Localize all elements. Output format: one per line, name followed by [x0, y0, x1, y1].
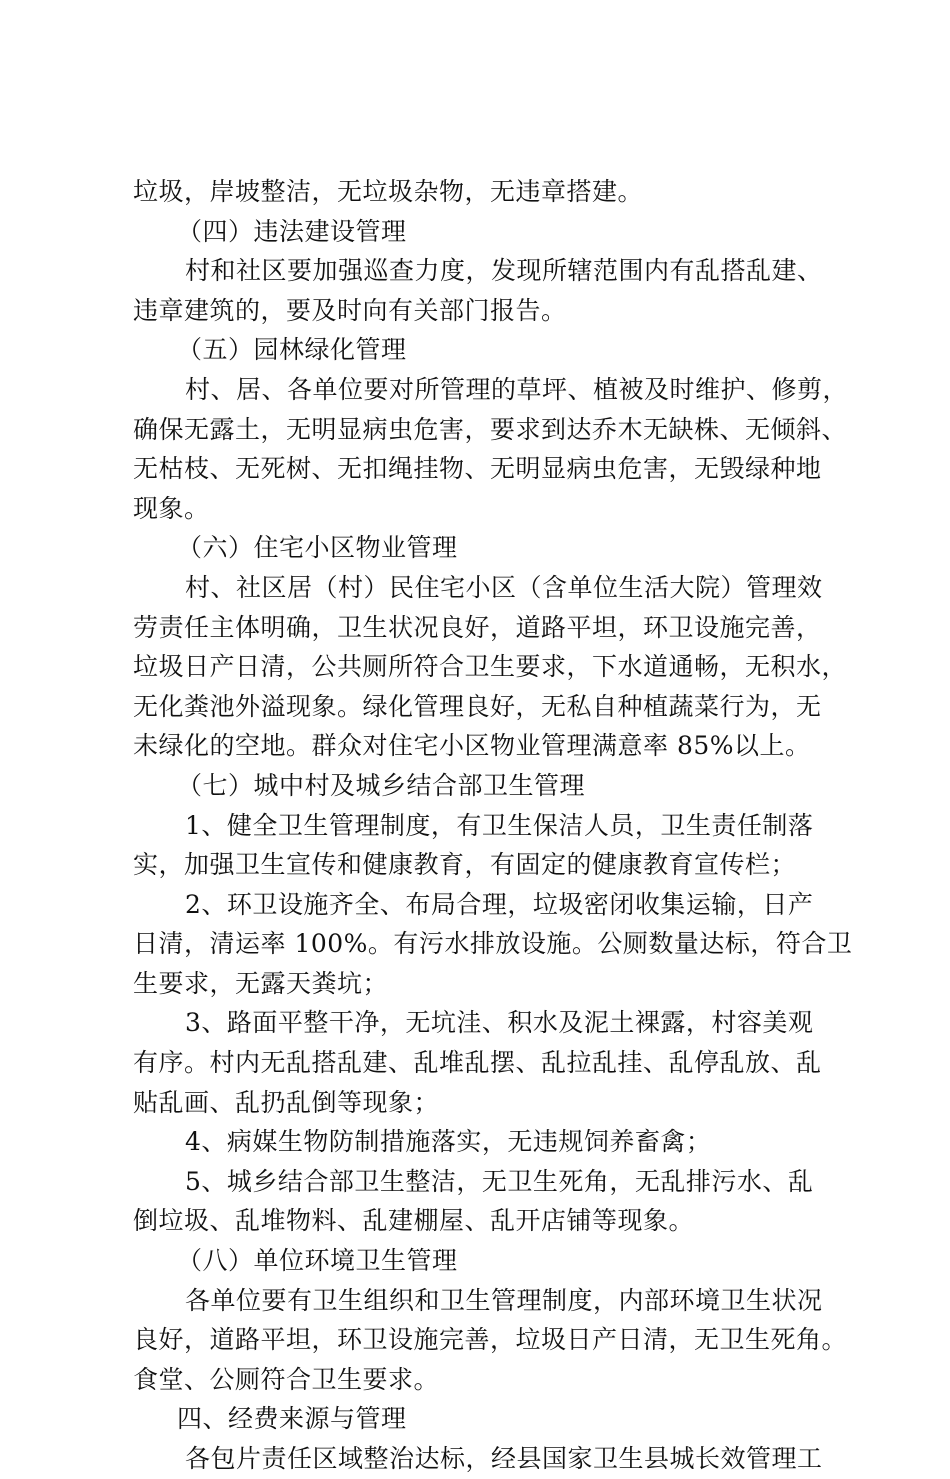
paragraph-start-line: 5、城乡结合部卫生整洁，无卫生死角，无乱排污水、乱 [185, 1166, 814, 1196]
paragraph-start-line: 1、健全卫生管理制度，有卫生保洁人员，卫生责任制落 [185, 810, 814, 840]
paragraph-start-line: 4、病媒生物防制措施落实，无违规饲养畜禽； [185, 1127, 712, 1157]
paragraph-start-line: 2、环卫设施齐全、布局合理，垃圾密闭收集运输，日产 [185, 889, 814, 919]
section-heading: （八）单位环境卫生管理 [177, 1246, 458, 1276]
section-heading: （七）城中村及城乡结合部卫生管理 [177, 770, 586, 800]
text-line: 垃圾，岸坡整洁，无垃圾杂物，无违章搭建。 [133, 177, 644, 206]
paragraph-start-line: 村、社区居（村）民住宅小区（含单位生活大院）管理效 [185, 572, 823, 602]
text-line: 良好，道路平坦，环卫设施完善，垃圾日产日清，无卫生死角。 [133, 1325, 848, 1355]
paragraph-start-line: 3、路面平整干净，无坑洼、积水及泥土裸露，村容美观 [185, 1008, 814, 1038]
text-line: 未绿化的空地。群众对住宅小区物业管理满意率 85%以上。 [133, 731, 811, 761]
text-line: 实，加强卫生宣传和健康教育，有固定的健康教育宣传栏； [133, 850, 797, 880]
text-line: 无化粪池外溢现象。绿化管理良好，无私自种植蔬菜行为，无 [133, 691, 822, 721]
text-line: 垃圾日产日清，公共厕所符合卫生要求，下水道通畅，无积水， [133, 652, 848, 682]
text-line: 无枯枝、无死树、无扣绳挂物、无明显病虫危害，无毁绿种地 [133, 454, 822, 484]
text-line: 日清，清运率 100%。有污水排放设施。公厕数量达标，符合卫 [133, 929, 853, 959]
section-heading: （四）违法建设管理 [177, 216, 407, 246]
paragraph-start-line: 村和社区要加强巡查力度，发现所辖范围内有乱搭乱建、 [185, 256, 823, 286]
text-line: 确保无露土，无明显病虫危害，要求到达乔木无缺株、无倾斜、 [133, 414, 848, 444]
document-body [133, 172, 853, 1479]
text-line: 有序。村内无乱搭乱建、乱堆乱摆、乱拉乱挂、乱停乱放、乱 [133, 1048, 822, 1078]
section-heading: 四、经费来源与管理 [177, 1404, 407, 1434]
section-heading: （六）住宅小区物业管理 [177, 533, 458, 563]
text-line: 生要求，无露天粪坑； [133, 968, 389, 998]
paragraph-start-line: 各单位要有卫生组织和卫生管理制度，内部环境卫生状况 [185, 1285, 823, 1315]
section-heading: （五）园林绿化管理 [177, 335, 407, 365]
text-line: 违章建筑的，要及时向有关部门报告。 [133, 295, 567, 325]
text-line: 倒垃圾、乱堆物料、乱建棚屋、乱开店铺等现象。 [133, 1206, 695, 1236]
text-line: 现象。 [133, 493, 210, 523]
paragraph-start-line: 各包片责任区域整治达标，经县国家卫生县城长效管理工 [185, 1444, 823, 1473]
text-line: 食堂、公厕符合卫生要求。 [133, 1364, 440, 1394]
text-line: 劳责任主体明确，卫生状况良好，道路平坦，环卫设施完善， [133, 612, 822, 642]
text-line: 贴乱画、乱扔乱倒等现象； [133, 1087, 440, 1117]
paragraph-start-line: 村、居、各单位要对所管理的草坪、植被及时维护、修剪， [185, 374, 849, 404]
